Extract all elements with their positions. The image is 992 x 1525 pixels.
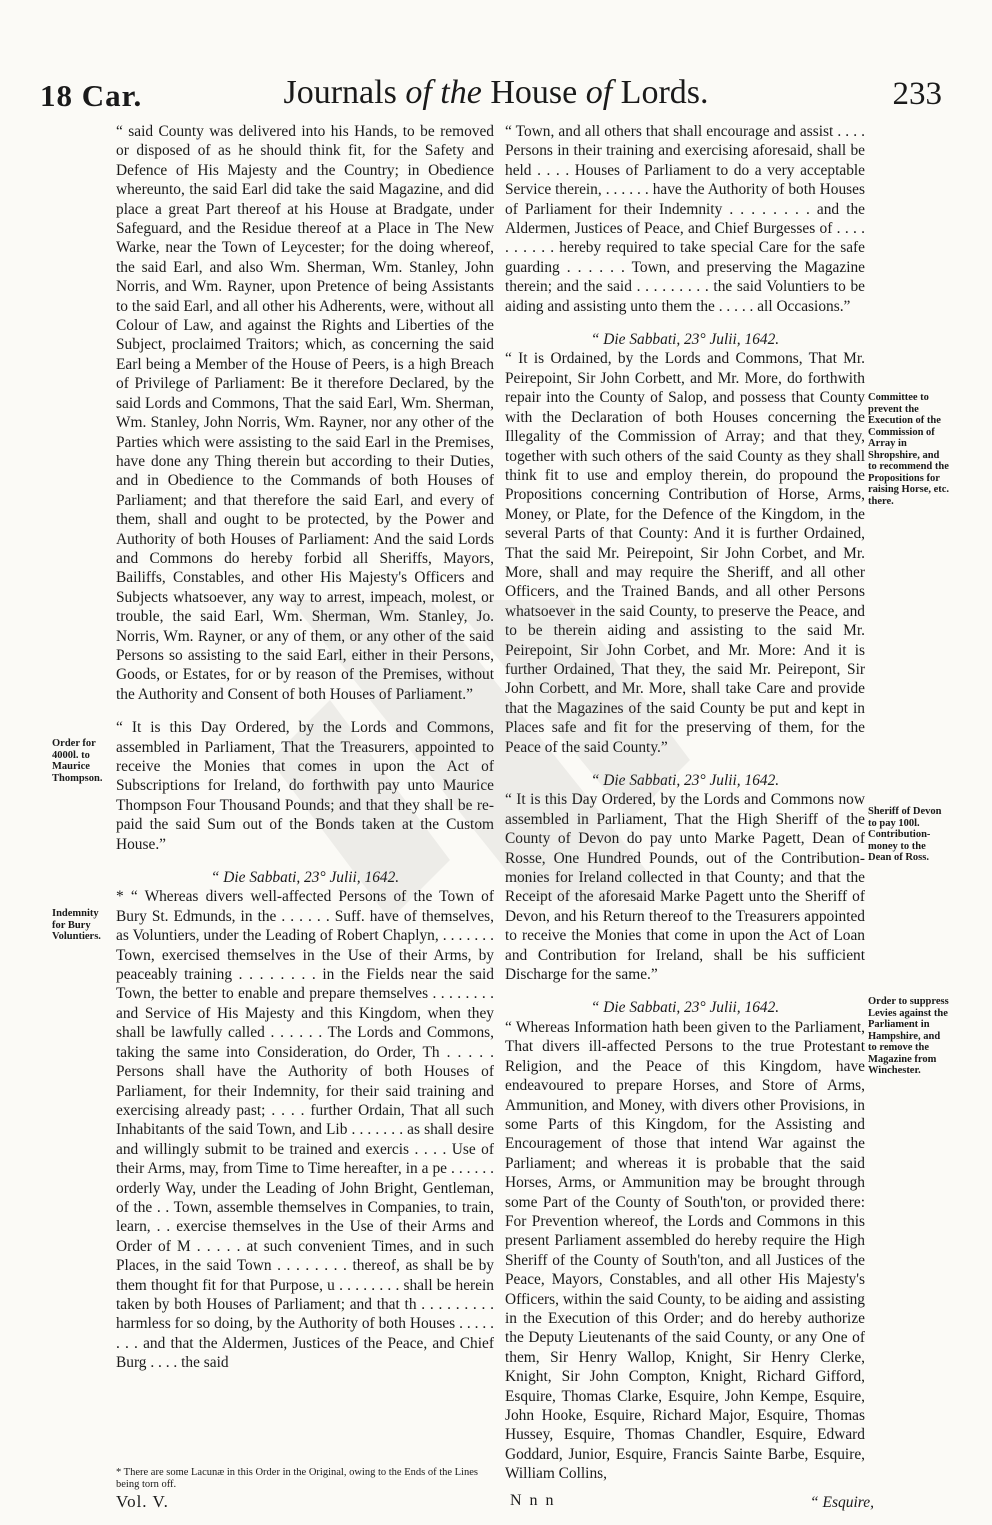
- margin-note: Order for 4000l. to Maurice Thompson.: [52, 738, 103, 784]
- title-part: Lords.: [620, 74, 709, 111]
- title-part: of: [577, 74, 621, 111]
- date-heading: “ Die Sabbati, 23° Julii, 1642.: [590, 772, 780, 789]
- paragraph-bury-continued: “ Town, and all others that shall encourage and assist . . . . Persons in their training and exercising aforesaid, shall be held . . . . Houses of Parliament to do a very acceptable Service therein, . . . . . . have the Authority of both Houses of Parliament for their Indemnity . . . . . . . . and the Aldermen, Justices of Peace, and Chief Burgesses of . . . . . . . . . . hereby required to take special Care for the safe guarding . . . . . . Town, and preserving the Magazine therein; and the said . . . . . . . . . the said Voluntiers to be aiding and assisting unto them the . . . . . all Occasions.”: [505, 123, 865, 315]
- paragraph-bury-voluntiers: * “ Whereas divers well-affected Persons of the Town of Bury St. Edmunds, in the . . . . . . Suff. have of themselves, as Voluntiers, under the Leading of Robert Chaplyn, . . . . . . . Town, exercised themselves in the Use of their Arms, by peaceably training . . . . . . . . in the Fields near the said Town, the better to enable and prepare themselves . . . . . . . . and Service of His Majesty and this Kingdom, when they shall be lawfully called . . . . . . The Lords and Commons, taking the same into Consideration, do Order, Th . . . . . Persons shall have the Authority of both Houses of Parliament, for their Indemnity, for their said training and exercising already past; . . . . further Ordain, That all such Inhabitants of the said Town, and Lib . . . . . . . as shall desire and willingly submit to be trained and exercis . . . . Use of their Arms, may, from Time to Time hereafter, in a pe . . . . . . orderly Way, under the Leading of John Bright, Gentleman, of the . . Town, assemble themselves in Companies, to train, learn, . . exercise themselves in the Use of their Arms and Order of M . . . . . at such convenient Times, and in such Places, in the said Town . . . . . . . . thereof, as shall be by them thought fit for that Purpose, u . . . . . . . . shall be herein taken by both Houses of Parliament; and that th . . . . . . . . . harmless for so doing, by the Authority of both Houses . . . . . . . . and that the Aldermen, Justices of the Peace, and Chief Burg . . . . the said: [116, 888, 494, 1372]
- catchword: “ Esquire,: [810, 1494, 875, 1511]
- paragraph-leicester-declaration: “ said County was delivered into his Hands, to be removed or disposed of as he should think fit, for the Safety and Defence of His Majesty and the Country; in Obedience whereunto, the said Earl did take the said Magazine, and did place a great Part thereof at his House at Bradgate, under Safeguard, and the Residue thereof at a Place in The New Warke, near the Town of Leycester; for the doing whereof, the said Earl, and also Wm. Sherman, Wm. Stanley, John Norris, and Wm. Rayner, upon Pretence of being Assistants to the said Earl, and all other his Adherents, were, without all Colour of Law, and against the Rights and Liberties of the Subject, proclaimed Traitors; which, as concerning the said Earl being a Member of the House of Peers, is a high Breach of Privilege of Parliament: Be it therefore Declared, by the said Lords and Commons, That the said Earl, Wm. Sherman, Wm. Stanley, John Norris, Wm. Rayner, nor any other of the Parties which were assisting to the said Earl in the Premises, have done any Thing therein but according to their Duties, and in Obedience to the Commands of both Houses of Parliament; and that therefore the said Earl, and every of them, shall and ought to be protected, by the Power and Authority of both Houses of Parliament: And the said Lords and Commons do hereby forbid all Sheriffs, Mayors, Bailiffs, Constables, and other His Majesty's Officers and Subjects whatsoever, any way to arrest, impeach, molest, or trouble, the said Earl, Wm. Sherman, Wm. Stanley, Jo. Norris, Wm. Rayner, or any of them, or any other of the said Persons so assisting to the said Earl, either in their Persons, Goods, or Estates, for or by reason of the Premises, without the Authority and Consent of both Houses of Parliament.”: [116, 123, 494, 703]
- regnal-year: 18 Car.: [40, 78, 143, 113]
- date-heading: “ Die Sabbati, 23° Julii, 1642.: [590, 999, 780, 1017]
- paragraph-southton-order: “ Whereas Information hath been given to the Parliament, That divers ill-affected Persons to the true Protestant Religion, and the Peace of this Kingdom, have endeavoured to prepare Horses, and Store of Arms, Ammunition, and Money, with divers other Provisions, in some Parts of this Kingdom, for the Assisting and Encouragement of those that intend War against the Parliament; and whereas it is probable that the said Horses, Arms, or Ammunition may be brought through some Part of the County of South'ton, or provided there: For Prevention whereof, the Lords and Commons in this present Parliament assembled do hereby require the High Sheriff of the County of South'ton, and all Justices of the Peace, Mayors, Constables, and all other His Majesty's Officers, within the said County, to be aiding and assisting in the Execution of this Order; and do hereby authorize the Deputy Lieutenants of the said County, or any One of them, Sir Henry Wallop, Knight, Sir Henry Clerke, Knight, Sir John Compton, Knight, Richard Gifford, Esquire, Thomas Clarke, Esquire, John Kempe, Esquire, John Hooke, Esquire, Richard Major, Esquire, Thomas Hussey, Esquire, Thomas Chandler, Esquire, Edward Goddard, Junior, Esquire, Francis Sainte Barbe, Esquire, William Collins,: [505, 1018, 865, 1483]
- left-column: [116, 122, 494, 1373]
- page-number: 233: [892, 76, 942, 112]
- title-part: Journals: [283, 74, 406, 111]
- volume-label: Vol. V.: [116, 1492, 169, 1511]
- date-heading: “ Die Sabbati, 23° Julii, 1642.: [210, 869, 400, 887]
- paragraph-salop-commission: “ It is Ordained, by the Lords and Commons, That Mr. Peirepoint, Sir John Corbett, and Mr. More, do forthwith repair into the County of Salop, and possess that County with the Declaration of both Houses concerning the Illegality of the Commission of Array; and that they, together with such others of the said County as they shall think fit to use and employ therein, do propound the Propositions concerning Contribution of Horse, Arms, Money, or Plate, for the Defence of the Kingdom, in the several Parts of that County: And it is further Ordained, That the said Mr. Peirepoint, Sir John Corbet, and Mr. More, shall and may require the Sheriff, and all other Officers, and the Trained Bands, and all other Persons whatsoever in the said County, to preserve the Peace, and to be therein aiding and assisting to the said Mr. Peirepoint, Sir John Corbet, and Mr. More: And it is further Ordained, That they, the said Mr. Peirepont, Sir John Corbett, and Mr. More, shall take Care and provide that the Magazines of the said County be put and kept in Places safe and fit for the preserving of them, for the Peace of the said County.”: [505, 350, 865, 756]
- signature-mark: N n n: [510, 1492, 556, 1509]
- date-heading: “ Die Sabbati, 23° Julii, 1642.: [590, 331, 780, 349]
- title-part: House: [490, 74, 578, 111]
- paragraph-thompson-order: “ It is this Day Ordered, by the Lords and Commons, assembled in Parliament, That the Treasurers, appointed to receive the Monies that comes in upon the Act of Subscriptions for Ireland, do forthwith pay unto Maurice Thompson Four Thousand Pounds; and that they shall be re-paid the said Sum out of the Bonds taken at the Custom House.”: [116, 719, 494, 853]
- right-column: [505, 122, 865, 1484]
- margin-note: Order to suppress Levies against the Parliament in Hampshire, and to remove the Magazine from Winchester.: [868, 996, 949, 1076]
- title-part: the: [431, 74, 491, 111]
- margin-note: Indemnity for Bury Voluntiers.: [52, 908, 101, 942]
- footnote: * There are some Lacunæ in this Order in the Original, owing to the Ends of the Lines being torn off.: [116, 1467, 478, 1490]
- title-part: of: [405, 74, 432, 111]
- page-header: [0, 72, 992, 122]
- margin-note: Committee to prevent the Execution of the Commission of Array in Shropshire, and to recommend the Propositions for raising Horse, etc. there.: [868, 392, 950, 507]
- margin-note: Sheriff of Devon to pay 100l. Contribution-money to the Dean of Ross.: [868, 806, 942, 863]
- running-title: [0, 74, 992, 112]
- paragraph-devon-sheriff: “ It is this Day Ordered, by the Lords and Commons now assembled in Parliament, That the High Sheriff of the County of Devon do pay unto Marke Pagett, Dean of Rosse, One Hundred Pounds, out of the Contribution-monies for Ireland collected in that County; and that the Receipt of the aforesaid Marke Pagett unto the Sheriff of Devon, and his Return thereof to the Treasurers appointed to receive the Monies that come in upon the Act of Loan and Contribution for Ireland, shall be his sufficient Discharge for the same.”: [505, 791, 865, 984]
